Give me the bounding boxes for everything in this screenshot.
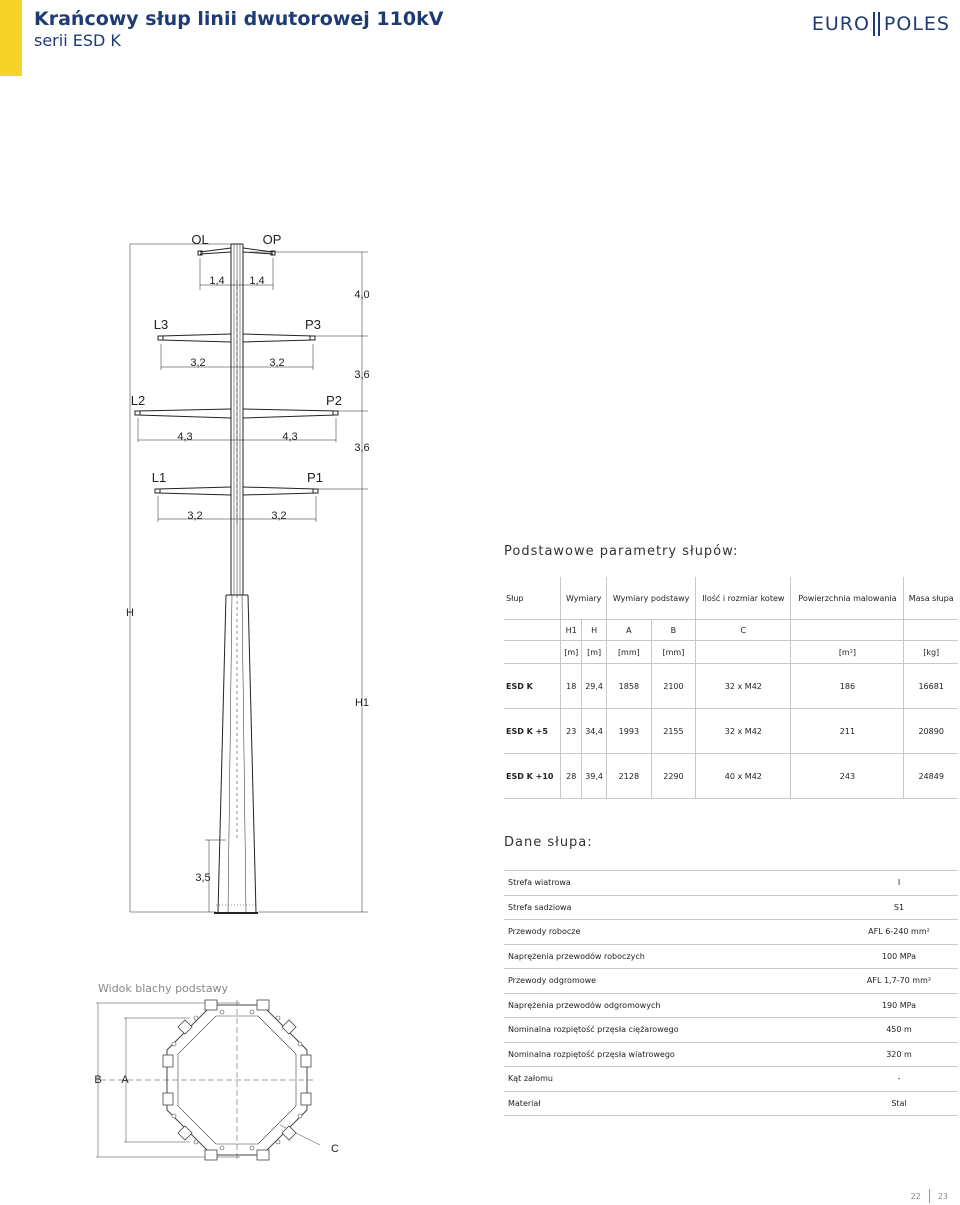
dane-label: Naprężenia przewodów odgromowych (504, 993, 840, 1018)
unit-cell (696, 641, 791, 664)
subheader-cell: C (696, 620, 791, 641)
dim-base: 3,5 (195, 872, 211, 884)
dane-value: S1 (840, 895, 958, 920)
dim-l2-left: 4,3 (177, 431, 193, 443)
logo-text-left: EURO (811, 13, 870, 35)
brand-logo (812, 12, 950, 36)
label-p2: P2 (326, 393, 342, 408)
subheader-cell (904, 620, 958, 641)
table-cell: 24849 (904, 754, 958, 799)
table-row (504, 944, 958, 969)
table-cell: 39,4 (582, 754, 607, 799)
logo-text-right: POLES (883, 13, 950, 35)
dim-l3-right: 3,2 (269, 357, 285, 369)
dim-l2-right: 4,3 (282, 431, 298, 443)
subheader-cell: B (651, 620, 696, 641)
unit-cell: [mm] (607, 641, 652, 664)
params-table (504, 577, 958, 799)
dane-label: Strefa sadziowa (504, 895, 840, 920)
table-row (504, 969, 958, 994)
table-cell: 32 x M42 (696, 664, 791, 709)
label-l3: L3 (153, 317, 169, 332)
dane-value: 450 m (840, 1018, 958, 1043)
dane-value: 320 m (840, 1042, 958, 1067)
table-cell: 34,4 (582, 709, 607, 754)
page-separator (929, 1189, 930, 1203)
row-name: ESD K +10 (504, 754, 561, 799)
label-p3: P3 (305, 317, 321, 332)
page-numbers (907, 1189, 952, 1203)
row-name: ESD K +5 (504, 709, 561, 754)
subheader-cell: H (582, 620, 607, 641)
header-wymiary-podstawy: Wymiary podstawy (607, 577, 696, 620)
dane-label: Naprężenia przewodów roboczych (504, 944, 840, 969)
table-row (504, 1042, 958, 1067)
table-row (504, 1091, 958, 1116)
unit-cell: [kg] (904, 641, 958, 664)
dim-l1-left: 3,2 (187, 510, 203, 522)
table-row (504, 709, 958, 754)
dane-label: Nominalna rozpiętość przęsła ciężarowego (504, 1018, 840, 1043)
table-row (504, 993, 958, 1018)
base-label-a: A (121, 1074, 129, 1086)
table-cell: 211 (791, 709, 904, 754)
base-label-c: C (331, 1143, 339, 1155)
table-cell: 2155 (651, 709, 696, 754)
unit-cell (504, 641, 561, 664)
dim-top-right: 1,4 (249, 275, 265, 287)
dim-v2: 3,6 (354, 369, 370, 381)
page-number-right: 23 (937, 1191, 948, 1201)
dane-label: Nominalna rozpiętość przęsła wiatrowego (504, 1042, 840, 1067)
label-ol: OL (191, 232, 209, 247)
dim-l3-left: 3,2 (190, 357, 206, 369)
unit-cell: [m²] (791, 641, 904, 664)
table-row (504, 920, 958, 945)
table-cell: 18 (561, 664, 582, 709)
table-cell: 1993 (607, 709, 652, 754)
subheader-cell (791, 620, 904, 641)
label-l1: L1 (151, 470, 167, 485)
table-cell: 186 (791, 664, 904, 709)
table-cell: 2290 (651, 754, 696, 799)
dane-label: Strefa wiatrowa (504, 871, 840, 896)
unit-cell: [m] (561, 641, 582, 664)
dim-v1: 4,0 (354, 289, 370, 301)
table-row (504, 871, 958, 896)
table-cell: 16681 (904, 664, 958, 709)
table-row (504, 1067, 958, 1092)
dim-l1-right: 3,2 (271, 510, 287, 522)
dane-label: Przewody odgromowe (504, 969, 840, 994)
dane-label: Kąt załomu (504, 1067, 840, 1092)
subheader-cell: H1 (561, 620, 582, 641)
table-cell: 23 (561, 709, 582, 754)
header-masa: Masa słupa (904, 577, 958, 620)
table-cell: 40 x M42 (696, 754, 791, 799)
table-row (504, 1018, 958, 1043)
table-row (504, 895, 958, 920)
unit-cell: [m] (582, 641, 607, 664)
base-label-b: B (94, 1074, 102, 1086)
label-op: OP (262, 232, 282, 247)
page-title: Krańcowy słup linii dwutorowej 110kV (34, 8, 444, 30)
header-wymiary: Wymiary (561, 577, 607, 620)
params-section-title: Podstawowe parametry słupów: (504, 544, 739, 559)
dane-value: 190 MPa (840, 993, 958, 1018)
header-powierzchnia: Powierzchnia malowania (791, 577, 904, 620)
page-number-left: 22 (910, 1191, 921, 1201)
table-cell: 2128 (607, 754, 652, 799)
label-p1: P1 (307, 470, 323, 485)
subheader-cell: A (607, 620, 652, 641)
table-cell: 29,4 (582, 664, 607, 709)
dane-table (504, 870, 958, 1116)
logo-bars-icon (873, 12, 881, 36)
table-cell: 1858 (607, 664, 652, 709)
table-row (504, 664, 958, 709)
unit-cell: [mm] (651, 641, 696, 664)
dane-section-title: Dane słupa: (504, 835, 593, 850)
label-l2: L2 (130, 393, 146, 408)
dim-h1: H1 (354, 697, 370, 709)
table-row (504, 754, 958, 799)
table-cell: 243 (791, 754, 904, 799)
dane-value: I (840, 871, 958, 896)
table-cell: 2100 (651, 664, 696, 709)
header-slup: Słup (504, 577, 561, 620)
table-cell: 20890 (904, 709, 958, 754)
row-name: ESD K (504, 664, 561, 709)
table-cell: 28 (561, 754, 582, 799)
header-kotwy: Ilość i rozmiar kotew (696, 577, 791, 620)
dane-value: AFL 6-240 mm² (840, 920, 958, 945)
base-view-title: Widok blachy podstawy (98, 982, 229, 995)
base-plate-drawing (96, 1000, 320, 1160)
dim-top-left: 1,4 (209, 275, 225, 287)
dane-label: Materiał (504, 1091, 840, 1116)
dane-label: Przewody robocze (504, 920, 840, 945)
dane-value: 100 MPa (840, 944, 958, 969)
dim-h: H (126, 607, 134, 619)
dane-value: - (840, 1067, 958, 1092)
page-subtitle: serii ESD K (34, 31, 121, 50)
subheader-cell (504, 620, 561, 641)
dane-value: Stal (840, 1091, 958, 1116)
dane-value: AFL 1,7-70 mm² (840, 969, 958, 994)
dim-v3: 3,6 (354, 442, 370, 454)
table-cell: 32 x M42 (696, 709, 791, 754)
